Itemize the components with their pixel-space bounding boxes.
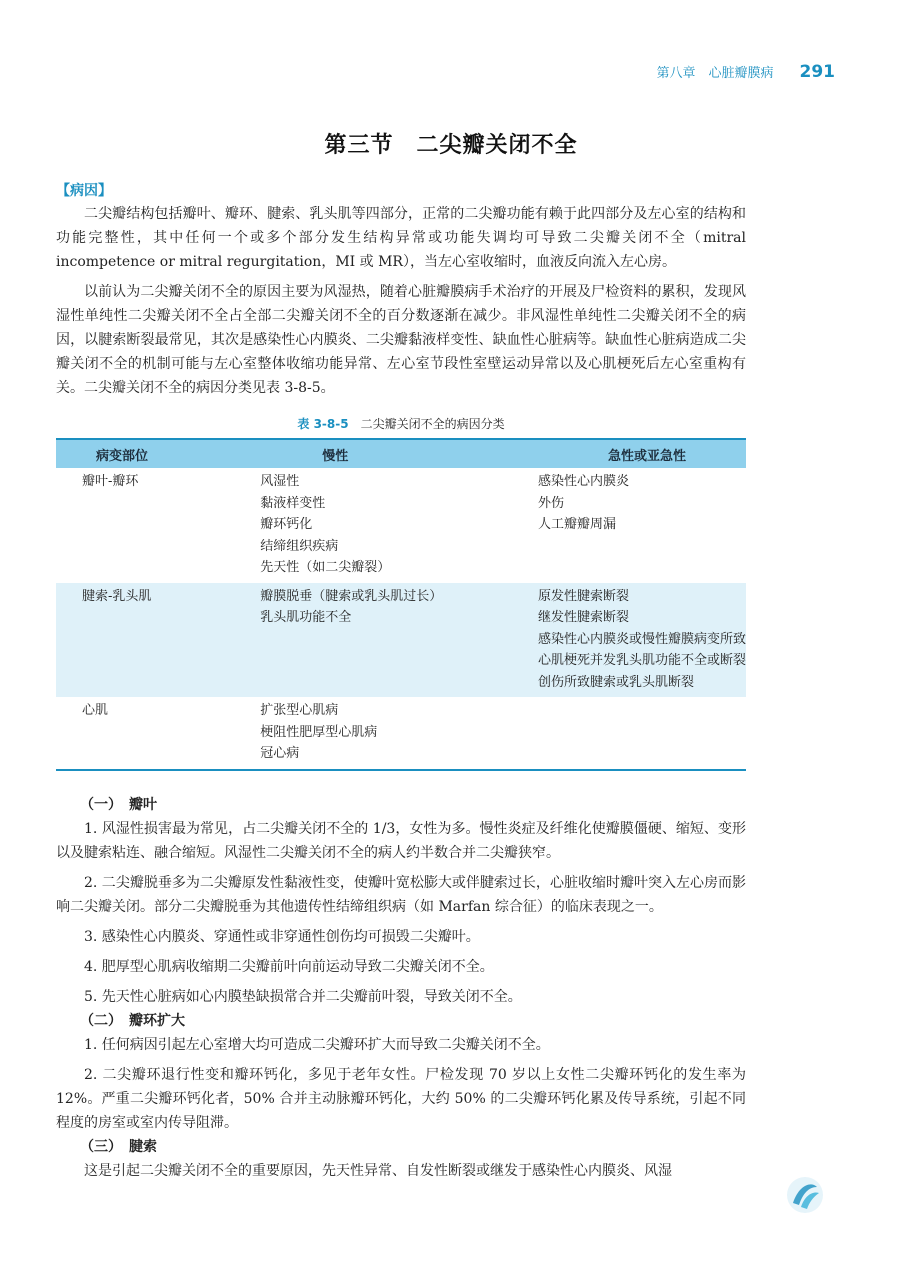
etiology-paragraph-2: 以前认为二尖瓣关闭不全的原因主要为风湿热，随着心脏瓣膜病手术治疗的开展及尸检资料的累积，发现风湿性单纯性二尖瓣关闭不全占全部二尖瓣关闭不全的百分数逐渐在减少。非风湿性单纯性二尖瓣关闭不全的病因，以腱索断裂最常见，其次是感染性心内膜炎、二尖瓣黏液样变性、缺血性心脏病等。缺血性心脏病造成二尖瓣关闭不全的机制可能与左心室整体收缩功能异常、左心室节段性室壁运动异常以及心肌梗死后左心室重构有关。二尖瓣关闭不全的病因分类见表 3-8-5。 bbox=[56, 284, 746, 396]
list-item: 感染性心内膜炎 bbox=[537, 474, 629, 489]
etiology-table bbox=[56, 438, 746, 771]
list-item: 外伤 bbox=[537, 495, 564, 511]
leaflet-paragraph-4: 4. 肥厚型心肌病收缩期二尖瓣前叶向前运动导致二尖瓣关闭不全。 bbox=[84, 958, 494, 975]
leaflet-paragraph-5: 5. 先天性心脏病如心内膜垫缺损常合并二尖瓣前叶裂，导致关闭不全。 bbox=[84, 988, 522, 1005]
list-item: 创伤所致腱索或乳头肌断裂 bbox=[537, 674, 694, 690]
table-row bbox=[56, 583, 746, 698]
publisher-logo-icon bbox=[785, 1175, 825, 1215]
table-caption bbox=[56, 414, 746, 434]
subsection-heading-annulus: （二） 瓣环扩大 bbox=[80, 1012, 185, 1029]
subsection-heading-leaflet: （一） 瓣叶 bbox=[80, 796, 157, 813]
list-item: 原发性腱索断裂 bbox=[537, 588, 629, 604]
annulus-paragraph-1: 1. 任何病因引起左心室增大均可造成二尖瓣环扩大而导致二尖瓣关闭不全。 bbox=[84, 1036, 550, 1053]
table-row bbox=[56, 697, 746, 770]
running-chapter-title: 第八章 心脏瓣膜病 bbox=[656, 66, 774, 81]
page-number: 291 bbox=[799, 62, 835, 82]
list-item: 冠心病 bbox=[260, 746, 300, 761]
list-item: 瓣环钙化 bbox=[260, 517, 313, 532]
section-title: 第三节 二尖瓣关闭不全 bbox=[324, 133, 578, 158]
list-item: 梗阻性肥厚型心肌病 bbox=[260, 724, 378, 740]
table-cell-chronic bbox=[222, 583, 508, 698]
table-cell-acute bbox=[508, 697, 746, 770]
table-cell-chronic bbox=[222, 468, 508, 583]
chordae-paragraph-1: 这是引起二尖瓣关闭不全的重要原因，先天性异常、自发性断裂或继发于感染性心内膜炎、风湿 bbox=[84, 1162, 672, 1179]
list-item: 瓣膜脱垂（腱索或乳头肌过长） bbox=[260, 588, 443, 604]
table-row bbox=[56, 468, 746, 583]
subsection-heading-chordae: （三） 腱索 bbox=[80, 1138, 157, 1155]
list-item: 结缔组织疾病 bbox=[260, 538, 339, 554]
main-content bbox=[56, 180, 746, 1183]
table-cell-acute bbox=[508, 583, 746, 698]
etiology-paragraph-1: 二尖瓣结构包括瓣叶、瓣环、腱索、乳头肌等四部分，正常的二尖瓣功能有赖于此四部分及左心室的结构和功能完整性，其中任何一个或多个部分发生结构异常或功能失调均可导致二尖瓣关闭不全（mitral incompetence or mitral regurgitation，MI 或 MR），当左心室收缩时，血液反向流入左心房。 bbox=[56, 206, 746, 270]
table-number: 表 3-8-5 bbox=[297, 417, 349, 431]
list-item: 扩张型心肌病 bbox=[260, 703, 339, 718]
table-cell-chronic bbox=[222, 697, 508, 770]
leaflet-paragraph-1: 1. 风湿性损害最为常见，占二尖瓣关闭不全的 1/3，女性为多。慢性炎症及纤维化使瓣膜僵硬、缩短、变形以及腱索粘连、融合缩短。风湿性二尖瓣关闭不全的病人约半数合并二尖瓣狭窄。 bbox=[56, 820, 746, 861]
table-header-site: 病变部位 bbox=[56, 439, 222, 468]
table-cell-site: 心肌 bbox=[82, 703, 109, 718]
table-title: 二尖瓣关闭不全的病因分类 bbox=[360, 417, 505, 431]
table-header-acute: 急性或亚急性 bbox=[508, 439, 746, 468]
table-cell-site: 腱索-乳头肌 bbox=[56, 583, 222, 698]
annulus-paragraph-2: 2. 二尖瓣环退行性变和瓣环钙化，多见于老年女性。尸检发现 70 岁以上女性二尖瓣环钙化的发生率为 12%。严重二尖瓣环钙化者，50% 合并主动脉瓣环钙化，大约 50% 的二尖瓣环钙化累及传导系统，引起不同程度的房室或室内传导阻滞。 bbox=[56, 1066, 746, 1131]
list-item: 风湿性 bbox=[260, 474, 300, 489]
list-item: 人工瓣瓣周漏 bbox=[537, 517, 616, 532]
table-cell-acute bbox=[508, 468, 746, 583]
table-header-chronic: 慢性 bbox=[222, 439, 508, 468]
list-item: 心肌梗死并发乳头肌功能不全或断裂 bbox=[537, 653, 746, 668]
list-item: 感染性心内膜炎或慢性瓣膜病变所致 bbox=[537, 631, 746, 647]
leaflet-paragraph-3: 3. 感染性心内膜炎、穿通性或非穿通性创伤均可损毁二尖瓣叶。 bbox=[84, 928, 480, 945]
list-item: 继发性腱索断裂 bbox=[537, 610, 629, 625]
etiology-heading: 【病因】 bbox=[56, 183, 112, 199]
list-item: 乳头肌功能不全 bbox=[260, 610, 352, 625]
running-head bbox=[560, 62, 835, 82]
table-cell-site: 瓣叶-瓣环 bbox=[82, 474, 139, 489]
list-item: 先天性（如二尖瓣裂） bbox=[260, 560, 391, 575]
list-item: 黏液样变性 bbox=[260, 495, 326, 511]
leaflet-paragraph-2: 2. 二尖瓣脱垂多为二尖瓣原发性黏液性变，使瓣叶宽松膨大或伴腱索过长，心脏收缩时瓣叶突入左心房而影响二尖瓣关闭。部分二尖瓣脱垂为其他遗传性结缔组织病（如 Marfan 综合征）的临床表现之一。 bbox=[56, 874, 746, 915]
